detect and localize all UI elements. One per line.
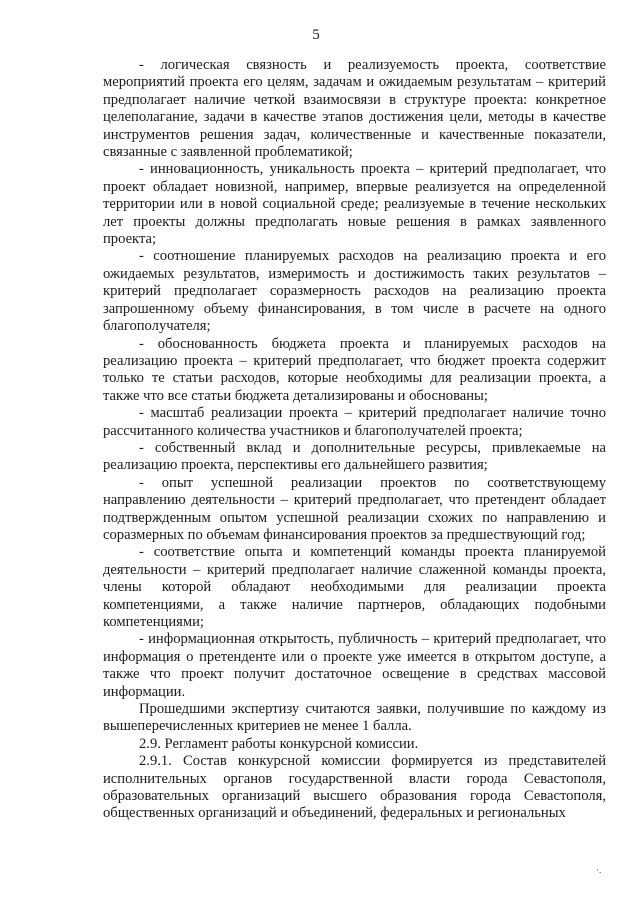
- document-body: [103, 57, 606, 823]
- expertise-threshold-paragraph: Прошедшими экспертизу считаются заявки, получившие по каждому из вышеперечисленных критериев не менее 1 балла.: [103, 701, 606, 735]
- criterion-innovation: - инновационность, уникальность проекта – критерий предполагает, что проект обладает новизной, например, впервые реализуется на определенной территории или в новой социальной среде; реализуемые в течение нескольких лет проекты должны предполагать новые решения в рамках заявленного проекта;: [103, 161, 606, 248]
- criterion-budget-justification: - обоснованность бюджета проекта и планируемых расходов на реализацию проекта – критерий предполагает, что бюджет проекта содержит только те статьи расходов, которые необходимы для реализации проекта, а также что все статьи бюджета детализированы и обоснованы;: [103, 335, 606, 404]
- page-number: 5: [312, 27, 320, 43]
- criterion-cost-results-ratio: - соотношение планируемых расходов на реализацию проекта и его ожидаемых результатов, измеримость и достижимость таких результатов – критерий предполагает соразмерность расходов на реализацию проекта запрошенному объему финансирования, в том числе в расчете на одного благополучателя;: [103, 248, 606, 335]
- criterion-team-competence: - соответствие опыта и компетенций команды проекта планируемой деятельности – критерий предполагает наличие слаженной команды проекта, члены которой обладают необходимыми для реализации проекта компетенциями, а также наличие партнеров, обладающих подобными компетенциями;: [103, 544, 606, 630]
- criterion-own-contribution: - собственный вклад и дополнительные ресурсы, привлекаемые на реализацию проекта, перспективы его дальнейшего развития;: [103, 439, 606, 474]
- scan-mark: ·.: [596, 865, 602, 875]
- section-heading-2-9: 2.9. Регламент работы конкурсной комиссии.: [139, 735, 419, 752]
- criterion-logical-coherence: - логическая связность и реализуемость проекта, соответствие мероприятий проекта его целям, задачам и ожидаемым результатам – критерий предполагает наличие четкой взаимосвязи в структуре проекта: конкретное целеполагание, задачи в качестве этапов достижения цели, методы в качестве инструментов решения задач, количественные и качественные показатели, связанные с заявленной проблематикой;: [103, 57, 606, 161]
- section-2-9-1-paragraph: 2.9.1. Состав конкурсной комиссии формируется из представителей исполнительных органов государственной власти города Севастополя, образовательных организаций высшего образования города Севастополя, общественных организаций и объединений, федеральных и региональных: [103, 753, 606, 822]
- criterion-scale: - масштаб реализации проекта – критерий предполагает наличие точно рассчитанного количества участников и благополучателей проекта;: [103, 405, 606, 439]
- criterion-information-openness: - информационная открытость, публичность – критерий предполагает, что информация о претенденте или о проекте уже имеется в открытом доступе, а также что проект получит достаточное освещение в средствах массовой информации.: [103, 631, 606, 700]
- criterion-experience: - опыт успешной реализации проектов по соответствующему направлению деятельности – критерий предполагает, что претендент обладает подтвержденным опытом успешной реализации схожих по направлению и соразмерных по объемам финансирования проектов за предшествующий год;: [103, 474, 606, 543]
